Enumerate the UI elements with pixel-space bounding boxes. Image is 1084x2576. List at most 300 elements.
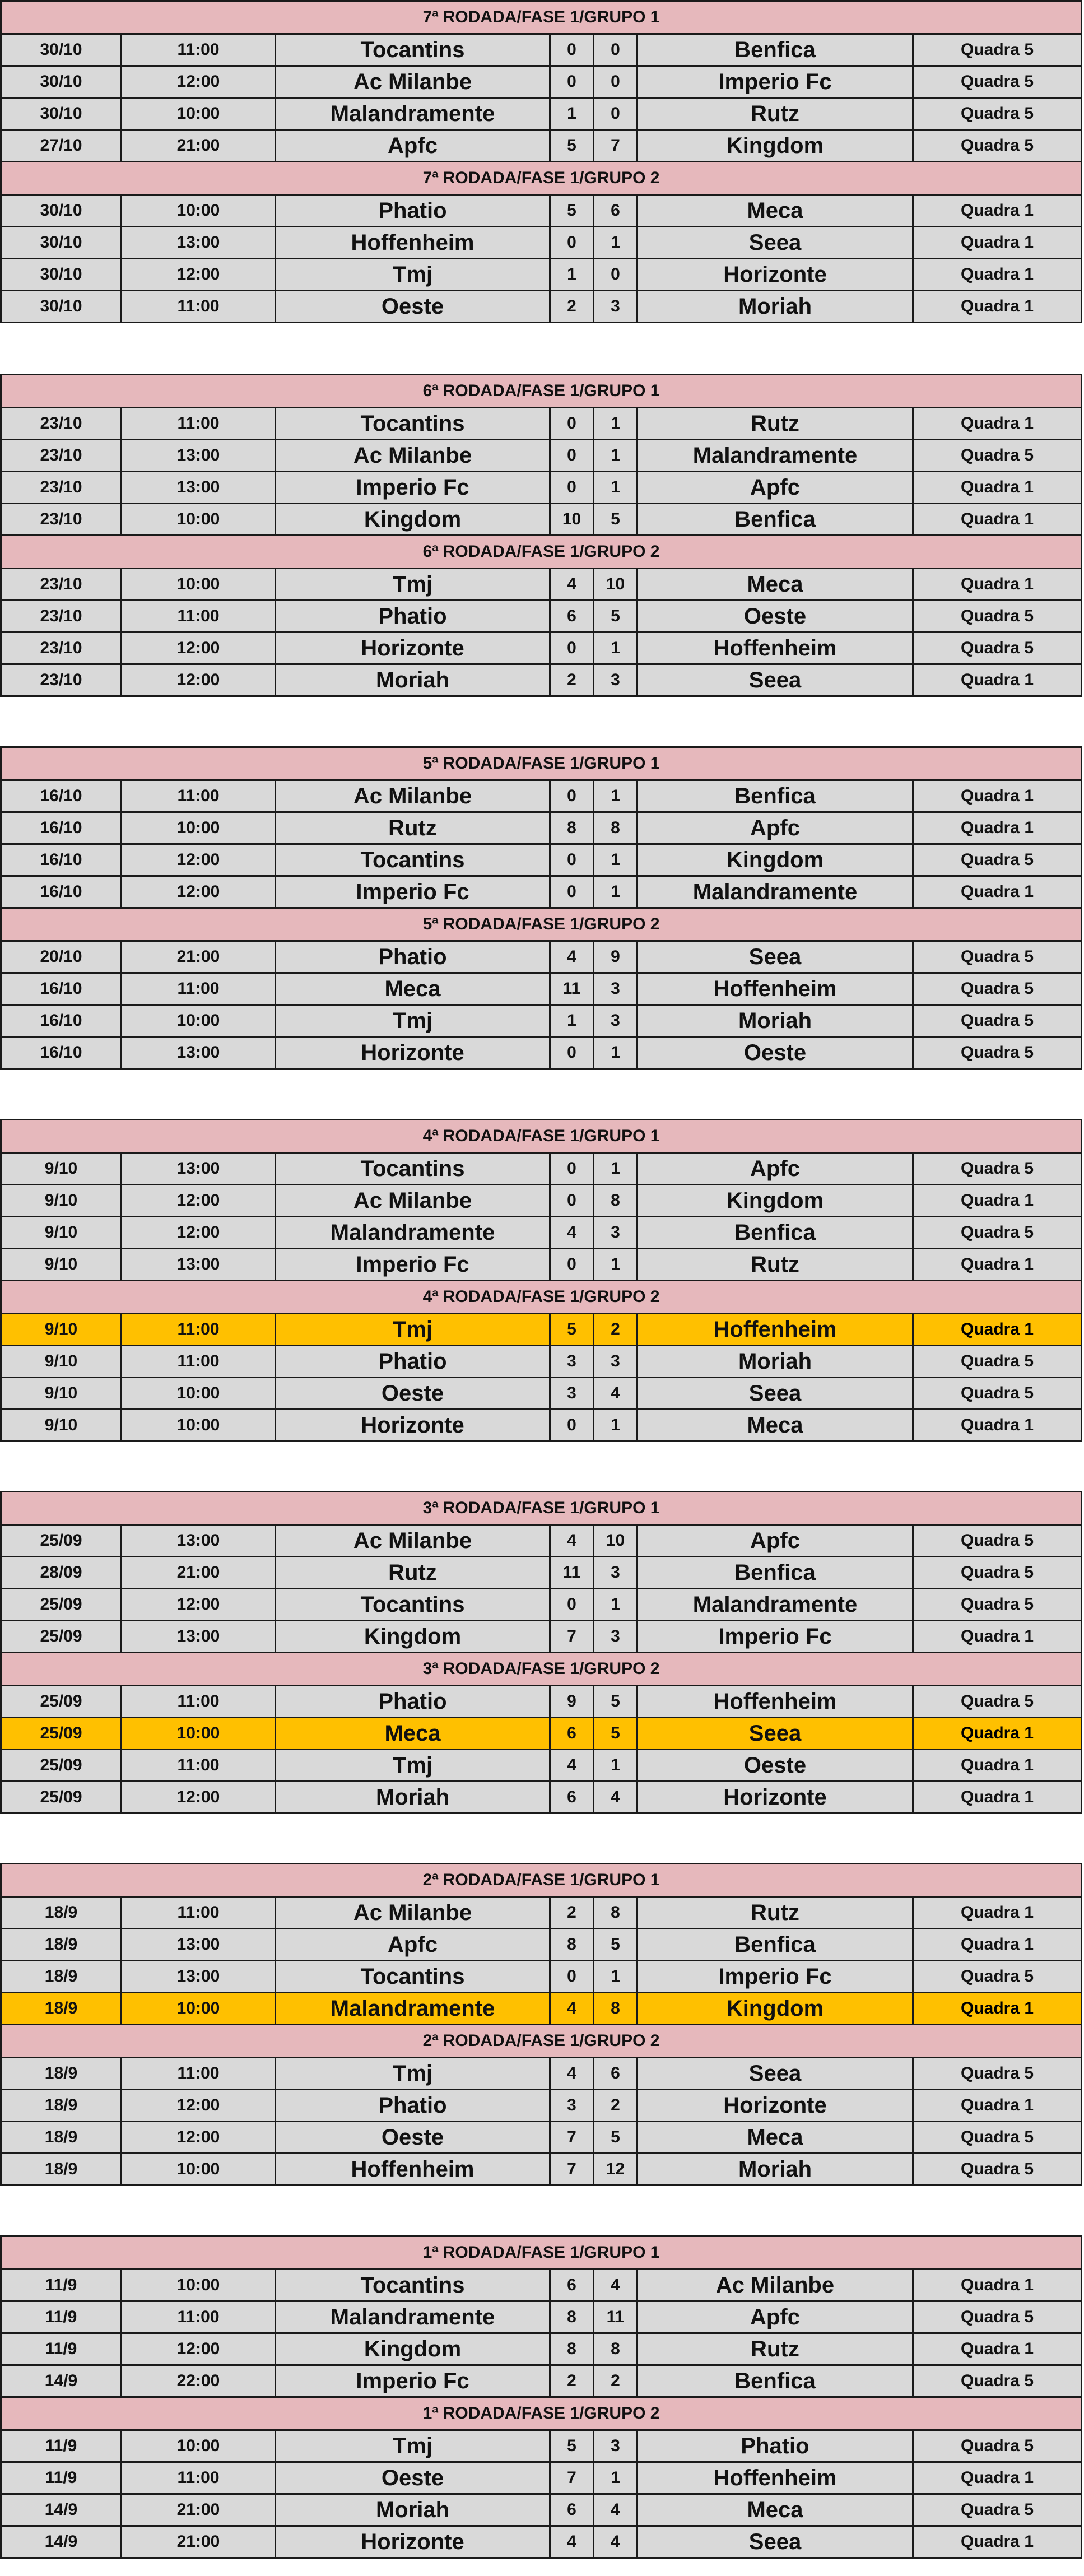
home-score: 0 [550,844,594,876]
match-row [1,1153,1082,1185]
home-score: 3 [550,1378,594,1410]
home-score: 0 [550,472,594,504]
away-team: Rutz [638,2333,913,2365]
match-date: 25/09 [1,1686,122,1718]
away-team: Apfc [638,812,913,844]
match-court: Quadra 5 [913,1686,1082,1718]
away-score: 5 [594,1718,638,1750]
home-score: 5 [550,1314,594,1346]
match-time: 10:00 [122,195,276,227]
match-date: 23/10 [1,664,122,696]
match-date: 11/9 [1,2462,122,2494]
match-date: 30/10 [1,66,122,98]
home-score: 2 [550,291,594,323]
match-court: Quadra 5 [913,1217,1082,1249]
match-row [1,98,1082,130]
away-score: 3 [594,1005,638,1037]
away-team: Oeste [638,601,913,633]
match-time: 11:00 [122,780,276,812]
home-score: 0 [550,1961,594,1993]
match-date: 9/10 [1,1185,122,1217]
home-team: Ac Milanbe [276,440,550,472]
match-court: Quadra 1 [913,2333,1082,2365]
group-header-row [1,162,1082,195]
home-team: Horizonte [276,2526,550,2558]
match-row [1,1621,1082,1653]
home-team: Moriah [276,664,550,696]
group-title: 3ª RODADA/FASE 1/GRUPO 2 [1,1653,1082,1686]
away-team: Hoffenheim [638,1686,913,1718]
away-score: 1 [594,440,638,472]
home-score: 0 [550,34,594,66]
away-team: Benfica [638,780,913,812]
match-date: 16/10 [1,780,122,812]
match-row [1,1589,1082,1621]
away-score: 2 [594,1314,638,1346]
group-title: 6ª RODADA/FASE 1/GRUPO 2 [1,536,1082,569]
match-date: 30/10 [1,259,122,291]
away-team: Rutz [638,98,913,130]
match-court: Quadra 5 [913,1961,1082,1993]
away-score: 3 [594,1217,638,1249]
away-score: 1 [594,472,638,504]
match-date: 11/9 [1,2301,122,2333]
away-score: 5 [594,1929,638,1961]
away-score: 9 [594,941,638,973]
home-score: 4 [550,941,594,973]
away-score: 8 [594,1897,638,1929]
home-team: Imperio Fc [276,1249,550,1281]
match-date: 25/09 [1,1782,122,1814]
round-table [0,746,1082,1070]
match-time: 12:00 [122,1589,276,1621]
match-time: 13:00 [122,227,276,259]
match-date: 9/10 [1,1153,122,1185]
away-score: 8 [594,1185,638,1217]
match-time: 13:00 [122,440,276,472]
home-team: Horizonte [276,633,550,664]
home-score: 1 [550,1005,594,1037]
home-team: Tmj [276,1314,550,1346]
home-team: Apfc [276,1929,550,1961]
match-court: Quadra 1 [913,227,1082,259]
match-date: 11/9 [1,2333,122,2365]
home-score: 4 [550,1525,594,1557]
away-team: Oeste [638,1750,913,1782]
away-score: 1 [594,1750,638,1782]
away-team: Benfica [638,1929,913,1961]
away-score: 0 [594,66,638,98]
away-team: Apfc [638,2301,913,2333]
match-time: 10:00 [122,504,276,536]
match-date: 30/10 [1,34,122,66]
away-score: 1 [594,876,638,908]
match-row [1,1525,1082,1557]
away-team: Kingdom [638,130,913,162]
away-team: Seea [638,664,913,696]
away-team: Seea [638,227,913,259]
match-date: 23/10 [1,472,122,504]
match-time: 12:00 [122,259,276,291]
match-court: Quadra 1 [913,408,1082,440]
match-row [1,1249,1082,1281]
away-team: Apfc [638,1525,913,1557]
match-time: 11:00 [122,2301,276,2333]
home-team: Tocantins [276,408,550,440]
match-time: 13:00 [122,1153,276,1185]
home-score: 0 [550,1410,594,1442]
match-court: Quadra 1 [913,876,1082,908]
round-block [0,746,1084,1070]
match-time: 21:00 [122,130,276,162]
away-score: 10 [594,569,638,601]
match-court: Quadra 5 [913,1378,1082,1410]
match-date: 18/9 [1,2154,122,2186]
away-score: 4 [594,1378,638,1410]
match-court: Quadra 1 [913,569,1082,601]
home-score: 7 [550,1621,594,1653]
home-team: Ac Milanbe [276,1185,550,1217]
match-row [1,569,1082,601]
group-header-row [1,536,1082,569]
away-team: Benfica [638,1557,913,1589]
match-date: 30/10 [1,195,122,227]
match-row [1,1750,1082,1782]
match-date: 30/10 [1,291,122,323]
match-time: 13:00 [122,472,276,504]
group-title: 2ª RODADA/FASE 1/GRUPO 1 [1,1864,1082,1897]
home-score: 3 [550,2090,594,2122]
match-row [1,440,1082,472]
group-header-row [1,1864,1082,1897]
match-court: Quadra 5 [913,633,1082,664]
match-court: Quadra 5 [913,941,1082,973]
match-row [1,2154,1082,2186]
match-date: 18/9 [1,1929,122,1961]
home-team: Tmj [276,1005,550,1037]
away-team: Horizonte [638,259,913,291]
home-team: Imperio Fc [276,876,550,908]
match-row [1,844,1082,876]
match-court: Quadra 5 [913,2058,1082,2090]
match-date: 11/9 [1,2430,122,2462]
match-time: 21:00 [122,1557,276,1589]
match-court: Quadra 5 [913,98,1082,130]
match-row [1,504,1082,536]
home-team: Malandramente [276,98,550,130]
away-team: Malandramente [638,1589,913,1621]
match-date: 16/10 [1,812,122,844]
group-title: 2ª RODADA/FASE 1/GRUPO 2 [1,2025,1082,2058]
match-time: 13:00 [122,1037,276,1069]
home-team: Tmj [276,1750,550,1782]
group-title: 7ª RODADA/FASE 1/GRUPO 2 [1,162,1082,195]
match-row [1,664,1082,696]
away-score: 1 [594,408,638,440]
home-team: Phatio [276,601,550,633]
match-date: 16/10 [1,1005,122,1037]
home-score: 8 [550,2333,594,2365]
match-row [1,812,1082,844]
home-team: Phatio [276,1686,550,1718]
match-time: 11:00 [122,1750,276,1782]
group-title: 5ª RODADA/FASE 1/GRUPO 2 [1,908,1082,941]
match-date: 25/09 [1,1718,122,1750]
away-team: Kingdom [638,1185,913,1217]
away-score: 8 [594,812,638,844]
home-score: 0 [550,227,594,259]
match-court: Quadra 5 [913,2430,1082,2462]
match-time: 13:00 [122,1249,276,1281]
match-row [1,941,1082,973]
home-score: 0 [550,408,594,440]
match-court: Quadra 1 [913,1718,1082,1750]
match-date: 9/10 [1,1249,122,1281]
away-score: 1 [594,780,638,812]
group-header-row [1,908,1082,941]
away-score: 1 [594,1961,638,1993]
group-header-row [1,1492,1082,1525]
match-date: 23/10 [1,408,122,440]
home-score: 1 [550,98,594,130]
away-team: Moriah [638,2154,913,2186]
match-date: 9/10 [1,1314,122,1346]
home-team: Apfc [276,130,550,162]
match-date: 18/9 [1,2090,122,2122]
match-row [1,34,1082,66]
match-time: 11:00 [122,2058,276,2090]
match-time: 10:00 [122,812,276,844]
match-time: 10:00 [122,1410,276,1442]
match-court: Quadra 1 [913,1929,1082,1961]
away-team: Malandramente [638,876,913,908]
match-court: Quadra 5 [913,2154,1082,2186]
match-row [1,2058,1082,2090]
away-score: 1 [594,844,638,876]
home-score: 2 [550,664,594,696]
match-court: Quadra 1 [913,1750,1082,1782]
group-title: 6ª RODADA/FASE 1/GRUPO 1 [1,375,1082,408]
match-date: 9/10 [1,1410,122,1442]
away-team: Seea [638,2526,913,2558]
group-title: 4ª RODADA/FASE 1/GRUPO 1 [1,1120,1082,1153]
away-score: 4 [594,1782,638,1814]
group-header-row [1,1653,1082,1686]
home-team: Malandramente [276,1217,550,1249]
home-team: Phatio [276,1346,550,1378]
match-court: Quadra 1 [913,2270,1082,2301]
home-team: Kingdom [276,2333,550,2365]
away-score: 1 [594,227,638,259]
away-team: Seea [638,1378,913,1410]
home-team: Malandramente [276,2301,550,2333]
match-court: Quadra 1 [913,1993,1082,2025]
home-score: 11 [550,1557,594,1589]
round-table [0,0,1082,323]
home-score: 0 [550,876,594,908]
match-date: 14/9 [1,2365,122,2397]
match-court: Quadra 5 [913,34,1082,66]
match-court: Quadra 1 [913,291,1082,323]
match-date: 23/10 [1,633,122,664]
match-time: 11:00 [122,408,276,440]
home-score: 2 [550,1897,594,1929]
match-date: 20/10 [1,941,122,973]
home-team: Phatio [276,2090,550,2122]
home-score: 7 [550,2462,594,2494]
home-score: 5 [550,195,594,227]
match-row [1,2333,1082,2365]
home-team: Oeste [276,2462,550,2494]
match-date: 14/9 [1,2494,122,2526]
home-team: Imperio Fc [276,2365,550,2397]
match-row [1,973,1082,1005]
match-row [1,2365,1082,2397]
match-date: 27/10 [1,130,122,162]
match-time: 10:00 [122,2154,276,2186]
match-row [1,2301,1082,2333]
home-team: Horizonte [276,1037,550,1069]
away-score: 5 [594,601,638,633]
away-score: 3 [594,973,638,1005]
match-row [1,259,1082,291]
home-team: Tocantins [276,844,550,876]
away-score: 10 [594,1525,638,1557]
away-score: 5 [594,2122,638,2154]
match-court: Quadra 1 [913,472,1082,504]
home-team: Horizonte [276,1410,550,1442]
home-score: 3 [550,1346,594,1378]
match-court: Quadra 5 [913,1037,1082,1069]
match-row [1,1718,1082,1750]
home-score: 8 [550,1929,594,1961]
match-court: Quadra 5 [913,1005,1082,1037]
match-time: 21:00 [122,2494,276,2526]
match-court: Quadra 5 [913,1525,1082,1557]
home-team: Ac Milanbe [276,780,550,812]
match-row [1,227,1082,259]
home-score: 0 [550,1249,594,1281]
match-time: 10:00 [122,98,276,130]
away-team: Oeste [638,1037,913,1069]
match-time: 10:00 [122,1005,276,1037]
away-score: 12 [594,2154,638,2186]
home-score: 4 [550,2058,594,2090]
match-court: Quadra 1 [913,1621,1082,1653]
home-team: Kingdom [276,504,550,536]
home-team: Oeste [276,291,550,323]
away-score: 3 [594,664,638,696]
match-time: 11:00 [122,1314,276,1346]
match-court: Quadra 1 [913,1185,1082,1217]
match-court: Quadra 1 [913,2462,1082,2494]
away-score: 1 [594,1589,638,1621]
home-team: Tocantins [276,2270,550,2301]
match-row [1,876,1082,908]
match-row [1,408,1082,440]
match-time: 12:00 [122,664,276,696]
match-date: 25/09 [1,1525,122,1557]
match-row [1,1378,1082,1410]
away-team: Horizonte [638,1782,913,1814]
away-team: Seea [638,941,913,973]
away-score: 3 [594,1346,638,1378]
round-block [0,1491,1084,1814]
away-team: Imperio Fc [638,1621,913,1653]
match-date: 18/9 [1,2058,122,2090]
home-team: Meca [276,973,550,1005]
away-team: Meca [638,1410,913,1442]
match-row [1,1897,1082,1929]
match-court: Quadra 5 [913,2365,1082,2397]
home-team: Tmj [276,259,550,291]
match-date: 11/9 [1,2270,122,2301]
group-header-row [1,1120,1082,1153]
round-block [0,374,1084,697]
away-score: 4 [594,2270,638,2301]
home-team: Rutz [276,1557,550,1589]
away-team: Meca [638,569,913,601]
match-time: 11:00 [122,2462,276,2494]
away-score: 6 [594,2058,638,2090]
group-title: 1ª RODADA/FASE 1/GRUPO 2 [1,2397,1082,2430]
round-block [0,1863,1084,2186]
match-time: 13:00 [122,1961,276,1993]
group-title: 4ª RODADA/FASE 1/GRUPO 2 [1,1281,1082,1314]
match-row [1,472,1082,504]
match-time: 12:00 [122,2122,276,2154]
home-team: Phatio [276,195,550,227]
match-court: Quadra 5 [913,2301,1082,2333]
match-row [1,66,1082,98]
home-team: Meca [276,1718,550,1750]
away-score: 0 [594,98,638,130]
away-score: 1 [594,1410,638,1442]
away-score: 7 [594,130,638,162]
home-team: Kingdom [276,1621,550,1653]
match-time: 12:00 [122,633,276,664]
match-date: 18/9 [1,1897,122,1929]
round-table [0,374,1082,697]
match-date: 30/10 [1,98,122,130]
match-row [1,2270,1082,2301]
away-team: Rutz [638,408,913,440]
match-row [1,1782,1082,1814]
match-row [1,2090,1082,2122]
match-court: Quadra 1 [913,1410,1082,1442]
match-row [1,291,1082,323]
match-time: 12:00 [122,1782,276,1814]
match-court: Quadra 5 [913,1153,1082,1185]
away-team: Seea [638,2058,913,2090]
match-row [1,601,1082,633]
home-score: 6 [550,2270,594,2301]
match-time: 13:00 [122,1525,276,1557]
away-score: 5 [594,1686,638,1718]
away-team: Moriah [638,291,913,323]
away-score: 8 [594,1993,638,2025]
match-court: Quadra 5 [913,130,1082,162]
match-time: 21:00 [122,2526,276,2558]
match-date: 16/10 [1,844,122,876]
match-court: Quadra 5 [913,2122,1082,2154]
away-team: Moriah [638,1346,913,1378]
match-date: 9/10 [1,1217,122,1249]
match-row [1,1005,1082,1037]
match-court: Quadra 5 [913,844,1082,876]
match-court: Quadra 1 [913,780,1082,812]
group-header-row [1,2397,1082,2430]
